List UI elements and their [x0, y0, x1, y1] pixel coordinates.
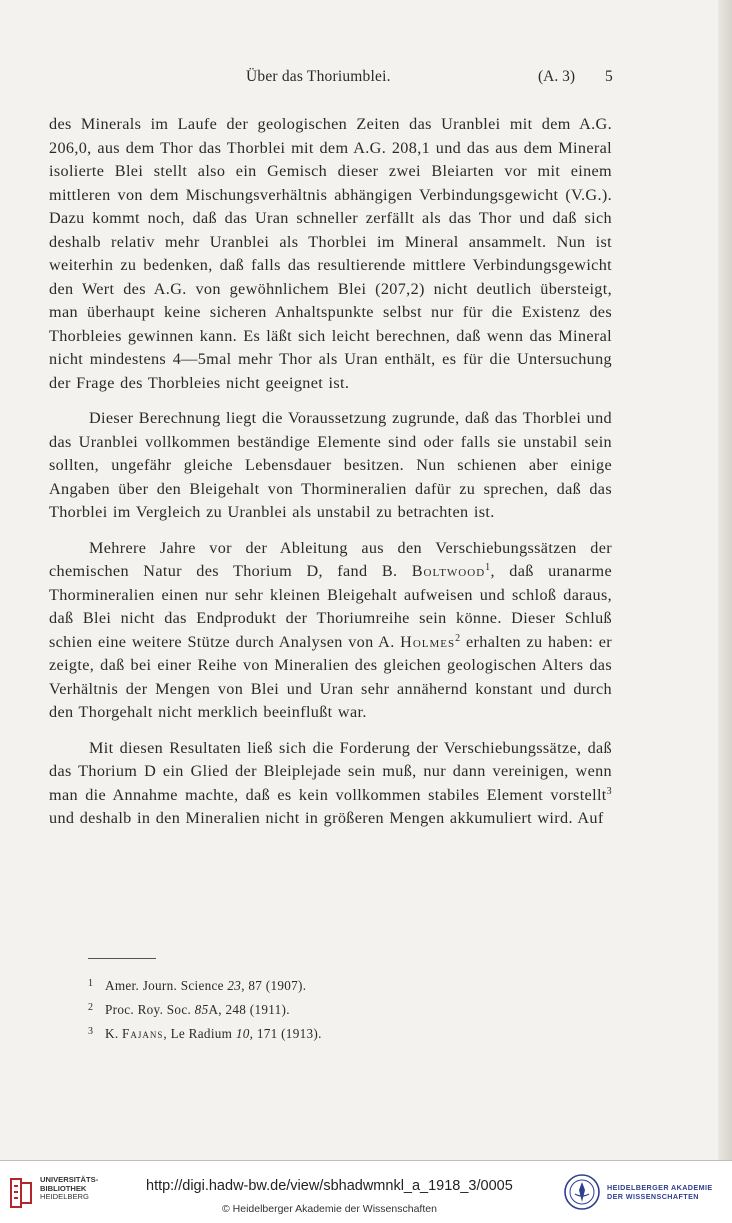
footnote-source: Proc. Roy. Soc. — [105, 1002, 195, 1017]
footnote-ref-3: 3 — [606, 785, 612, 797]
paragraph-3-text-a: Mehrere Jahre vor der Ableitung aus den Verschiebungssätzen der chemischen Natur des Thorium D, fand B. — [49, 538, 612, 580]
footnote-1 — [88, 974, 608, 998]
paragraph-4-text-b: und deshalb in den Mineralien nicht in größeren Mengen akkumuliert wird. Auf — [49, 809, 604, 827]
footnote-number: 2 — [88, 1002, 94, 1013]
page-edge — [718, 0, 732, 1160]
section-reference: (A. 3) — [538, 68, 576, 85]
author-boltwood: Boltwood — [411, 562, 486, 580]
academy-name — [607, 1183, 713, 1201]
footnote-author-initial: K. — [105, 1026, 123, 1041]
main-text — [49, 113, 612, 843]
footnotes — [88, 974, 608, 1046]
library-name-line: BIBLIOTHEK — [40, 1183, 87, 1193]
paragraph-4 — [49, 737, 612, 831]
footnote-ref-2: 2 — [455, 632, 461, 644]
footnote-volume: 85 — [194, 1002, 209, 1017]
copyright-notice: © Heidelberger Akademie der Wissenschaften — [222, 1203, 437, 1215]
page-number: 5 — [605, 68, 613, 85]
footnote-number: 3 — [88, 1026, 94, 1037]
footnote-ref-1: 1 — [485, 562, 491, 573]
academy-seal-icon — [563, 1173, 601, 1211]
footnote-3 — [88, 1022, 608, 1046]
footnote-source: Amer. Journ. Science — [105, 978, 228, 993]
academy-name-line: HEIDELBERGER AKADEMIE — [607, 1183, 713, 1192]
running-title: Über das Thoriumblei. — [246, 68, 391, 85]
library-name-line: HEIDELBERG — [40, 1192, 89, 1202]
viewer-footer — [0, 1161, 732, 1223]
paragraph-4-text-a: Mit diesen Resultaten ließ sich die Forderung der Verschiebungssätze, daß das Thorium D ein Glied der Bleiplejade sein muß, nur dann vereinigen, wenn man die Annahme machte, daß es kein vollkommen stabiles Element vorstellt — [49, 738, 612, 804]
footnote-source: , Le Radium — [163, 1026, 236, 1041]
footnote-pages: A, 248 (1911). — [208, 1002, 290, 1017]
footnote-volume: 10 — [235, 1026, 250, 1041]
paragraph-2: Dieser Berechnung liegt die Voraussetzung zugrunde, daß das Thorblei und das Uranblei vollkommen beständige Elemente sind oder falls sie unstabil sein sollten, ungefähr gleiche Lebensdauer besitzen. Nun schienen aber einige Angaben über den Bleigehalt von Thormineralien dafür zu sprechen, daß das Thorblei im Vergleich zu Uranblei als unstabil zu betrachten ist. — [49, 409, 612, 521]
footnote-text — [105, 998, 290, 1022]
permalink-link[interactable]: http://digi.hadw-bw.de/view/sbhadwmnkl_a_1918_3/0005 — [146, 1178, 513, 1194]
footnote-text — [105, 974, 306, 998]
footnote-volume: 23 — [227, 978, 242, 993]
paragraph-3-text-c: erhalten zu haben: er zeigte, daß bei einer Reihe von Mineralien des gleichen geologischen Alters das Verhältnis der Mengen von Blei und Uran sehr annähernd konstant und durch den Thorgehalt nicht merklich beeinflußt war. — [49, 632, 612, 721]
paragraph-1: des Minerals im Laufe der geologischen Zeiten das Uranblei mit dem A.G. 206,0, aus dem Thor das Thorblei mit dem A.G. 208,1 und das aus dem Mineral isolierte Blei stellt also ein Gemisch dieser zwei Bleiarten vor mit einem mittleren von dem Mischungsverhältnis abhängigen Verbindungsgewicht (V.G.). Dazu kommt noch, daß das Uran schneller zerfällt als das Thor und daß sich deshalb relativ mehr Uranblei als Thorblei im Mineral ansammelt. Nun ist weiterhin zu bedenken, daß falls das resultierende mittlere Verbindungsgewicht den Wert des A.G. von gewöhnlichem Blei (207,2) nicht deutlich übersteigt, man überhaupt keine sicheren Anhaltspunkte selbst nur für die Existenz des Thorbleies gewinnen kann. Es läßt sich leicht berechnen, daß wenn das Mineral nicht mindestens 4—5mal mehr Thor als Uran enthält, es für die Untersuchung der Frage des Thorbleies nicht geeignet ist. — [49, 115, 612, 392]
academy-name-line: DER WISSENSCHAFTEN — [607, 1192, 699, 1201]
footnote-rule — [88, 958, 156, 959]
footnote-author: Fajans — [122, 1026, 164, 1041]
footnote-pages: , 171 (1913). — [249, 1026, 322, 1041]
footnote-pages: , 87 (1907). — [241, 978, 307, 993]
footnote-2 — [88, 998, 608, 1022]
paragraph-3-text-b: , daß uranarme Thormineralien einen nur sehr kleinen Bleigehalt aufweisen und schloß daraus, daß Blei nicht das Endprodukt der Thoriumreihe sein könne. Dieser Schluß schien eine weitere Stütze durch Analysen von A. — [49, 562, 612, 651]
running-header — [0, 68, 732, 92]
author-holmes: Holmes — [400, 632, 456, 651]
library-name-line: UNIVERSITÄTS- — [40, 1175, 99, 1184]
footnote-text — [105, 1022, 322, 1046]
university-library-logo-icon — [8, 1177, 34, 1209]
footnote-number: 1 — [88, 978, 94, 989]
library-name — [40, 1176, 98, 1202]
paragraph-3 — [49, 537, 612, 725]
